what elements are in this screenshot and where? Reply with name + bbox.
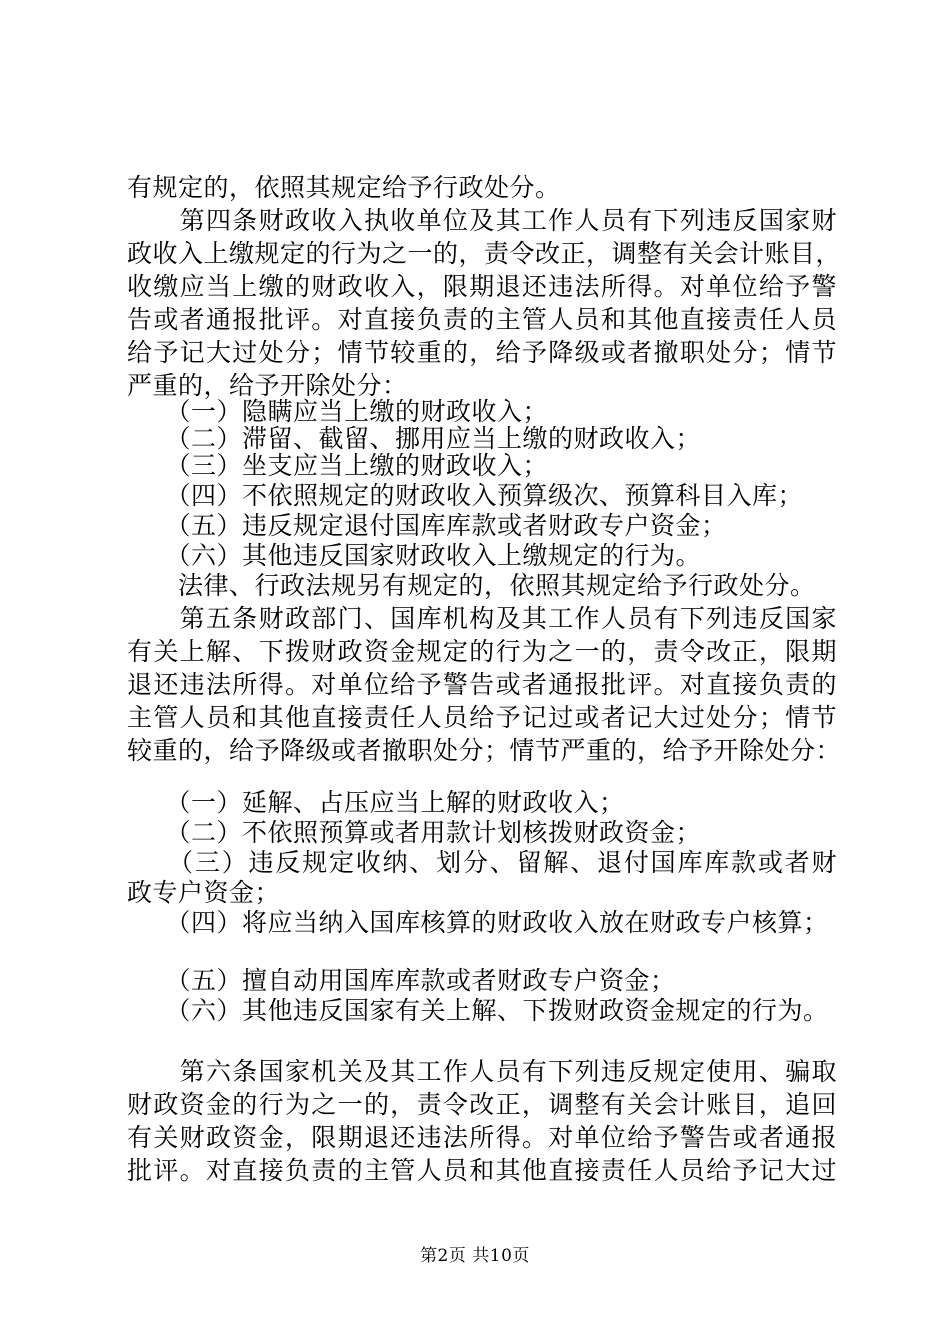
text-line: 财政资金的行为之一的，责令改正，调整有关会计账目，追回	[127, 1090, 837, 1119]
text-line: （六）其他违反国家有关上解、下拨财政资金规定的行为。	[127, 996, 829, 1025]
text-line: 较重的，给予降级或者撤职处分；情节严重的，给予开除处分：	[127, 736, 842, 765]
text-line: 给予记大过处分；情节较重的，给予降级或者撤职处分；情节	[127, 338, 837, 367]
text-line: （一）延解、占压应当上解的财政收入；	[127, 788, 625, 817]
text-line: 严重的，给予开除处分：	[127, 371, 408, 400]
page-footer: 第2页 共10页	[420, 1246, 530, 1266]
text-line: 有关财政资金，限期退还违法所得。对单位给予警告或者通报	[127, 1123, 837, 1152]
text-line: （三）违反规定收纳、划分、留解、退付国库库款或者财	[127, 848, 837, 877]
text-line: 法律、行政法规另有规定的，依照其规定给予行政处分。	[127, 571, 816, 600]
text-line: 第六条国家机关及其工作人员有下列违反规定使用、骗取	[127, 1057, 837, 1086]
text-line: 告或者通报批评。对直接负责的主管人员和其他直接责任人员	[127, 305, 837, 334]
text-line: 政收入上缴规定的行为之一的，责令改正，调整有关会计账目，	[127, 239, 842, 268]
text-line: （二）不依照预算或者用款计划核拨财政资金；	[127, 818, 702, 847]
text-line: （四）将应当纳入国库核算的财政收入放在财政专户核算；	[127, 908, 829, 937]
text-line: 主管人员和其他直接责任人员给予记过或者记大过处分；情节	[127, 703, 837, 732]
text-line: （五）违反规定退付国库库款或者财政专户资金；	[127, 511, 727, 540]
text-line: （三）坐支应当上缴的财政收入；	[127, 451, 549, 480]
text-line: （四）不依照规定的财政收入预算级次、预算科目入库；	[127, 481, 804, 510]
text-line: 第五条财政部门、国库机构及其工作人员有下列违反国家	[127, 604, 837, 633]
text-line: 批评。对直接负责的主管人员和其他直接责任人员给予记大过	[127, 1156, 837, 1185]
text-line: 第四条财政收入执收单位及其工作人员有下列违反国家财	[127, 206, 837, 235]
text-line: （二）滞留、截留、挪用应当上缴的财政收入；	[127, 424, 702, 453]
text-line: 有关上解、下拨财政资金规定的行为之一的，责令改正，限期	[127, 637, 837, 666]
text-line: （五）擅自动用国库库款或者财政专户资金；	[127, 966, 676, 995]
text-line: 有规定的，依照其规定给予行政处分。	[127, 173, 561, 202]
text-line: 收缴应当上缴的财政收入，限期退还违法所得。对单位给予警	[127, 272, 837, 301]
text-line: 退还违法所得。对单位给予警告或者通报批评。对直接负责的	[127, 670, 837, 699]
text-line: （一）隐瞒应当上缴的财政收入；	[127, 397, 549, 426]
text-line: （六）其他违反国家财政收入上缴规定的行为。	[127, 541, 702, 570]
text-line: 政专户资金；	[127, 878, 281, 907]
